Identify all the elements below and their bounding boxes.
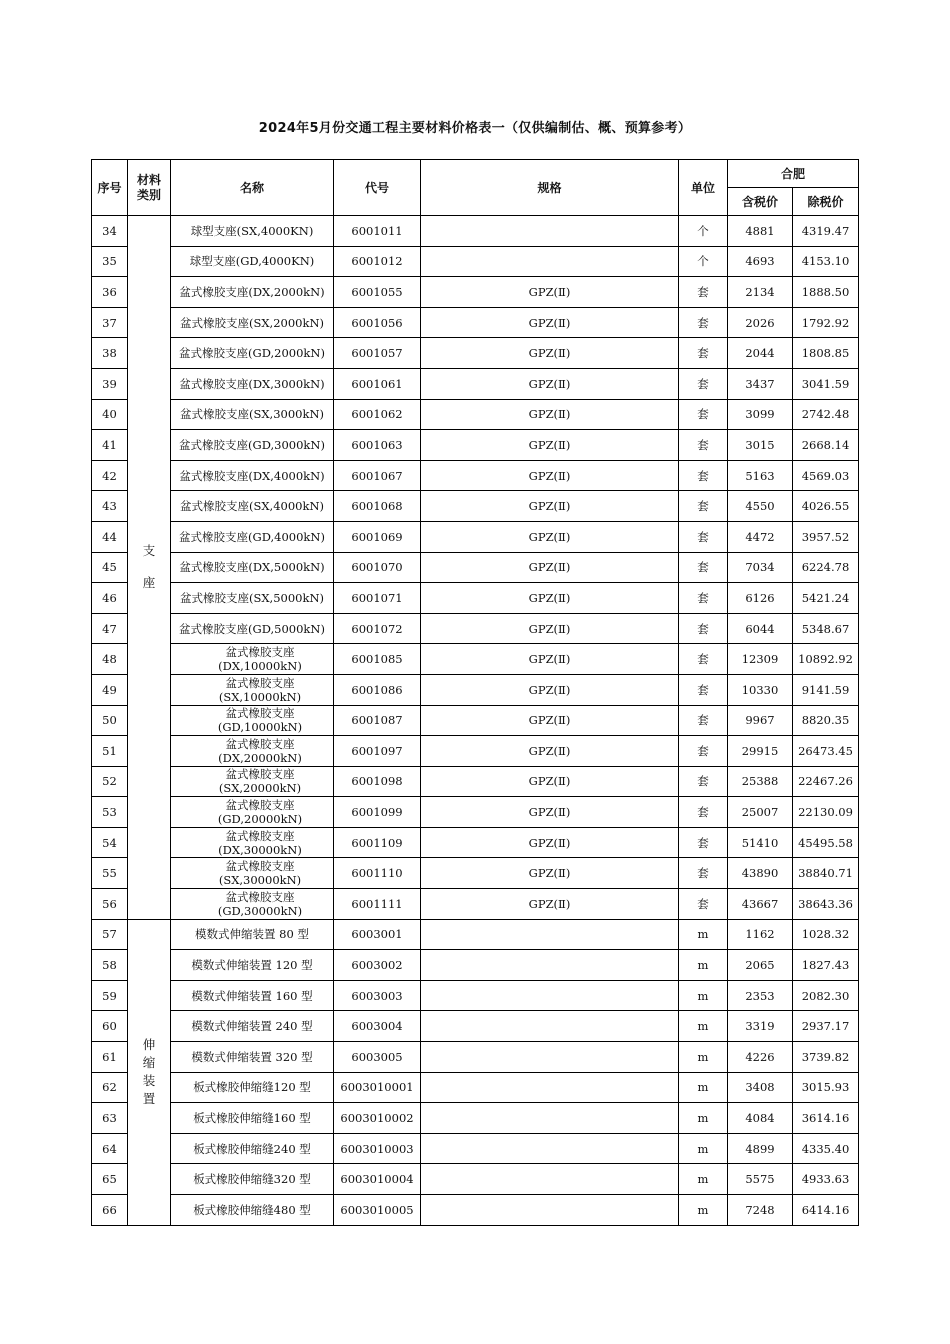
cell-price-notax: 4335.40 [793,1133,859,1164]
cell-spec: GPZ(Ⅱ) [421,491,679,522]
cell-price-tax: 4550 [728,491,793,522]
category-expansion [128,919,171,1225]
cell-code: 6001111 [334,889,421,920]
cell-code: 6003010002 [334,1103,421,1134]
page-title: 2024年5月份交通工程主要材料价格表一（仅供编制估、概、预算参考） [258,121,692,136]
table-row [92,1103,859,1134]
cell-unit: 套 [679,644,728,675]
cell-code: 6001012 [334,246,421,277]
table-row [92,950,859,981]
cell-price-notax: 3957.52 [793,521,859,552]
cell-spec: GPZ(Ⅱ) [421,858,679,889]
cell-code: 6001085 [334,644,421,675]
cell-price-notax: 4153.10 [793,246,859,277]
cell-name: 盆式橡胶支座(SX,10000kN) [171,674,334,705]
cell-price-tax: 1162 [728,919,793,950]
cell-name: 盆式橡胶支座(DX,20000kN) [171,736,334,767]
cell-name: 模数式伸缩装置 80 型 [171,919,334,950]
cell-price-tax: 10330 [728,674,793,705]
cell-code: 6001070 [334,552,421,583]
header-unit: 单位 [679,160,728,216]
table-row [92,1164,859,1195]
cell-name: 盆式橡胶支座(DX,5000kN) [171,552,334,583]
cell-spec: GPZ(Ⅱ) [421,705,679,736]
cell-code: 6001098 [334,766,421,797]
cell-unit: 套 [679,797,728,828]
cell-spec: GPZ(Ⅱ) [421,889,679,920]
table-row [92,797,859,828]
cell-price-notax: 45495.58 [793,827,859,858]
cell-seq: 41 [92,430,128,461]
cell-spec: GPZ(Ⅱ) [421,430,679,461]
table-row [92,430,859,461]
cell-seq: 38 [92,338,128,369]
cell-spec [421,1011,679,1042]
cell-name: 模数式伸缩装置 160 型 [171,980,334,1011]
cell-spec: GPZ(Ⅱ) [421,736,679,767]
cell-spec: GPZ(Ⅱ) [421,338,679,369]
cell-price-tax: 5163 [728,460,793,491]
cell-unit: 套 [679,674,728,705]
cell-unit: m [679,1195,728,1226]
cell-seq: 40 [92,399,128,430]
cell-seq: 65 [92,1164,128,1195]
table-row [92,338,859,369]
table-row [92,552,859,583]
cell-spec [421,1195,679,1226]
table-row [92,674,859,705]
table-row [92,705,859,736]
cell-code: 6001011 [334,216,421,247]
cell-code: 6003001 [334,919,421,950]
cell-price-tax: 25388 [728,766,793,797]
cell-seq: 51 [92,736,128,767]
cell-name: 盆式橡胶支座(DX,30000kN) [171,827,334,858]
cell-price-tax: 7034 [728,552,793,583]
cell-code: 6001109 [334,827,421,858]
cell-price-notax: 38840.71 [793,858,859,889]
cell-seq: 50 [92,705,128,736]
cell-seq: 39 [92,368,128,399]
cell-name: 球型支座(GD,4000KN) [171,246,334,277]
cell-price-notax: 5421.24 [793,583,859,614]
cell-price-tax: 4899 [728,1133,793,1164]
cell-price-tax: 51410 [728,827,793,858]
cell-seq: 56 [92,889,128,920]
cell-unit: 套 [679,399,728,430]
table-row [92,858,859,889]
cell-price-tax: 25007 [728,797,793,828]
cell-spec: GPZ(Ⅱ) [421,766,679,797]
cell-price-notax: 3614.16 [793,1103,859,1134]
cell-price-notax: 4569.03 [793,460,859,491]
cell-price-tax: 29915 [728,736,793,767]
cell-price-tax: 6126 [728,583,793,614]
cell-code: 6001099 [334,797,421,828]
cell-name: 盆式橡胶支座(GD,2000kN) [171,338,334,369]
table-row [92,583,859,614]
cell-spec [421,246,679,277]
cell-unit: m [679,1072,728,1103]
cell-unit: 个 [679,216,728,247]
cell-code: 6001087 [334,705,421,736]
cell-name: 盆式橡胶支座(DX,10000kN) [171,644,334,675]
cell-code: 6001110 [334,858,421,889]
cell-unit: m [679,1103,728,1134]
table-row [92,889,859,920]
cell-unit: 套 [679,858,728,889]
table-row [92,980,859,1011]
cell-seq: 47 [92,613,128,644]
cell-seq: 35 [92,246,128,277]
cell-price-notax: 1808.85 [793,338,859,369]
cell-unit: 套 [679,613,728,644]
cell-name: 板式橡胶伸缩缝480 型 [171,1195,334,1226]
cell-price-tax: 3099 [728,399,793,430]
cell-price-tax: 2044 [728,338,793,369]
cell-price-notax: 4026.55 [793,491,859,522]
cell-price-notax: 2668.14 [793,430,859,461]
cell-code: 6001057 [334,338,421,369]
cell-unit: 套 [679,338,728,369]
cell-spec: GPZ(Ⅱ) [421,368,679,399]
table-row [92,1011,859,1042]
header-spec: 规格 [421,160,679,216]
cell-name: 盆式橡胶支座(SX,3000kN) [171,399,334,430]
table-row [92,1195,859,1226]
cell-unit: 个 [679,246,728,277]
cell-price-notax: 6224.78 [793,552,859,583]
table-row [92,277,859,308]
cell-spec: GPZ(Ⅱ) [421,583,679,614]
price-table [91,159,859,1226]
cell-price-tax: 43890 [728,858,793,889]
table-row [92,1072,859,1103]
table-row [92,460,859,491]
cell-seq: 36 [92,277,128,308]
cell-code: 6003010004 [334,1164,421,1195]
category-char: 装 [142,1073,156,1089]
table-row [92,216,859,247]
cell-seq: 37 [92,307,128,338]
cell-name: 模数式伸缩装置 240 型 [171,1011,334,1042]
cell-seq: 57 [92,919,128,950]
header-category: 材料类别 [128,160,171,216]
cell-price-notax: 8820.35 [793,705,859,736]
cell-unit: m [679,919,728,950]
header-price-notax: 除税价 [793,188,859,216]
cell-price-tax: 4226 [728,1042,793,1073]
cell-name: 盆式橡胶支座(SX,2000kN) [171,307,334,338]
cell-name: 板式橡胶伸缩缝120 型 [171,1072,334,1103]
cell-price-notax: 5348.67 [793,613,859,644]
header-region: 合肥 [728,160,859,188]
cell-spec: GPZ(Ⅱ) [421,613,679,644]
cell-spec: GPZ(Ⅱ) [421,797,679,828]
header-price-tax: 含税价 [728,188,793,216]
cell-price-notax: 38643.36 [793,889,859,920]
cell-price-notax: 4933.63 [793,1164,859,1195]
cell-seq: 46 [92,583,128,614]
cell-unit: 套 [679,460,728,491]
cell-price-tax: 3408 [728,1072,793,1103]
cell-name: 盆式橡胶支座(DX,3000kN) [171,368,334,399]
cell-price-tax: 2065 [728,950,793,981]
header-code: 代号 [334,160,421,216]
cell-price-tax: 9967 [728,705,793,736]
cell-seq: 66 [92,1195,128,1226]
cell-price-tax: 3319 [728,1011,793,1042]
cell-seq: 49 [92,674,128,705]
cell-unit: m [679,1011,728,1042]
cell-seq: 54 [92,827,128,858]
cell-spec: GPZ(Ⅱ) [421,399,679,430]
cell-name: 盆式橡胶支座(DX,2000kN) [171,277,334,308]
cell-seq: 63 [92,1103,128,1134]
cell-name: 盆式橡胶支座(SX,5000kN) [171,583,334,614]
cell-code: 6001097 [334,736,421,767]
cell-name: 盆式橡胶支座(GD,30000kN) [171,889,334,920]
cell-spec [421,1072,679,1103]
cell-price-tax: 4693 [728,246,793,277]
cell-price-notax: 2937.17 [793,1011,859,1042]
table-row [92,644,859,675]
cell-unit: 套 [679,430,728,461]
cell-price-tax: 12309 [728,644,793,675]
table-row [92,491,859,522]
table-row [92,736,859,767]
cell-code: 6001068 [334,491,421,522]
cell-spec [421,1042,679,1073]
cell-spec [421,216,679,247]
cell-code: 6001086 [334,674,421,705]
cell-name: 盆式橡胶支座(SX,30000kN) [171,858,334,889]
cell-unit: 套 [679,889,728,920]
cell-code: 6001056 [334,307,421,338]
cell-spec [421,1164,679,1195]
cell-name: 盆式橡胶支座(GD,5000kN) [171,613,334,644]
cell-price-notax: 1827.43 [793,950,859,981]
cell-seq: 62 [92,1072,128,1103]
table-row [92,827,859,858]
cell-price-notax: 4319.47 [793,216,859,247]
category-char: 支 [142,543,156,559]
cell-seq: 61 [92,1042,128,1073]
cell-unit: 套 [679,583,728,614]
cell-name: 盆式橡胶支座(SX,20000kN) [171,766,334,797]
table-row [92,246,859,277]
cell-seq: 43 [92,491,128,522]
cell-name: 盆式橡胶支座(GD,10000kN) [171,705,334,736]
cell-unit: m [679,980,728,1011]
cell-code: 6001063 [334,430,421,461]
cell-price-tax: 7248 [728,1195,793,1226]
cell-price-notax: 22467.26 [793,766,859,797]
cell-spec [421,919,679,950]
cell-name: 板式橡胶伸缩缝240 型 [171,1133,334,1164]
cell-spec [421,980,679,1011]
cell-price-tax: 43667 [728,889,793,920]
cell-seq: 59 [92,980,128,1011]
cell-code: 6001071 [334,583,421,614]
cell-unit: 套 [679,766,728,797]
cell-spec: GPZ(Ⅱ) [421,460,679,491]
cell-name: 板式橡胶伸缩缝160 型 [171,1103,334,1134]
cell-price-notax: 26473.45 [793,736,859,767]
cell-seq: 60 [92,1011,128,1042]
cell-spec: GPZ(Ⅱ) [421,644,679,675]
cell-price-notax: 10892.92 [793,644,859,675]
cell-price-tax: 4084 [728,1103,793,1134]
category-char: 缩 [142,1055,156,1071]
cell-unit: 套 [679,277,728,308]
cell-price-tax: 2353 [728,980,793,1011]
cell-seq: 42 [92,460,128,491]
cell-unit: m [679,1042,728,1073]
cell-unit: 套 [679,307,728,338]
cell-code: 6001072 [334,613,421,644]
cell-seq: 53 [92,797,128,828]
cell-price-notax: 2742.48 [793,399,859,430]
cell-price-tax: 3015 [728,430,793,461]
cell-price-notax: 3015.93 [793,1072,859,1103]
cell-code: 6003002 [334,950,421,981]
cell-code: 6001055 [334,277,421,308]
cell-code: 6001067 [334,460,421,491]
cell-seq: 44 [92,521,128,552]
cell-price-tax: 4881 [728,216,793,247]
cell-name: 板式橡胶伸缩缝320 型 [171,1164,334,1195]
table-row [92,368,859,399]
cell-code: 6003004 [334,1011,421,1042]
cell-unit: 套 [679,491,728,522]
cell-price-notax: 2082.30 [793,980,859,1011]
cell-unit: 套 [679,827,728,858]
cell-seq: 52 [92,766,128,797]
cell-unit: 套 [679,521,728,552]
table-row [92,307,859,338]
cell-unit: 套 [679,368,728,399]
cell-spec: GPZ(Ⅱ) [421,277,679,308]
cell-name: 模数式伸缩装置 320 型 [171,1042,334,1073]
table-row [92,1042,859,1073]
cell-code: 6003005 [334,1042,421,1073]
cell-spec: GPZ(Ⅱ) [421,521,679,552]
cell-unit: m [679,1164,728,1195]
cell-seq: 34 [92,216,128,247]
cell-unit: 套 [679,736,728,767]
cell-spec: GPZ(Ⅱ) [421,307,679,338]
cell-code: 6003010003 [334,1133,421,1164]
cell-spec [421,1103,679,1134]
cell-price-notax: 9141.59 [793,674,859,705]
cell-unit: 套 [679,552,728,583]
cell-name: 球型支座(SX,4000KN) [171,216,334,247]
cell-name: 盆式橡胶支座(SX,4000kN) [171,491,334,522]
cell-name: 盆式橡胶支座(GD,20000kN) [171,797,334,828]
cell-spec: GPZ(Ⅱ) [421,674,679,705]
cell-price-notax: 1888.50 [793,277,859,308]
cell-code: 6003010005 [334,1195,421,1226]
cell-seq: 58 [92,950,128,981]
table-row [92,613,859,644]
cell-price-notax: 1792.92 [793,307,859,338]
cell-seq: 64 [92,1133,128,1164]
cell-name: 盆式橡胶支座(GD,3000kN) [171,430,334,461]
cell-code: 6001061 [334,368,421,399]
table-row [92,521,859,552]
table-row [92,1133,859,1164]
cell-seq: 45 [92,552,128,583]
cell-code: 6001069 [334,521,421,552]
cell-code: 6003003 [334,980,421,1011]
cell-name: 盆式橡胶支座(DX,4000kN) [171,460,334,491]
cell-price-notax: 6414.16 [793,1195,859,1226]
cell-unit: m [679,1133,728,1164]
cell-price-tax: 5575 [728,1164,793,1195]
category-char: 座 [142,575,156,591]
cell-price-notax: 1028.32 [793,919,859,950]
cell-code: 6001062 [334,399,421,430]
cell-price-tax: 2026 [728,307,793,338]
header-name: 名称 [171,160,334,216]
cell-spec: GPZ(Ⅱ) [421,827,679,858]
cell-price-tax: 6044 [728,613,793,644]
cell-spec [421,1133,679,1164]
cell-price-notax: 3041.59 [793,368,859,399]
cell-price-tax: 2134 [728,277,793,308]
category-char: 伸 [142,1037,156,1053]
cell-seq: 48 [92,644,128,675]
table-row [92,399,859,430]
cell-spec: GPZ(Ⅱ) [421,552,679,583]
table-row [92,766,859,797]
category-char: 置 [142,1091,156,1107]
header-seq: 序号 [92,160,128,216]
table-body [92,216,859,1226]
cell-price-notax: 3739.82 [793,1042,859,1073]
cell-name: 盆式橡胶支座(GD,4000kN) [171,521,334,552]
cell-price-tax: 3437 [728,368,793,399]
cell-price-tax: 4472 [728,521,793,552]
cell-code: 6003010001 [334,1072,421,1103]
category-bearing [128,216,171,920]
table-row [92,919,859,950]
cell-price-notax: 22130.09 [793,797,859,828]
cell-unit: m [679,950,728,981]
cell-seq: 55 [92,858,128,889]
cell-spec [421,950,679,981]
cell-unit: 套 [679,705,728,736]
cell-name: 模数式伸缩装置 120 型 [171,950,334,981]
